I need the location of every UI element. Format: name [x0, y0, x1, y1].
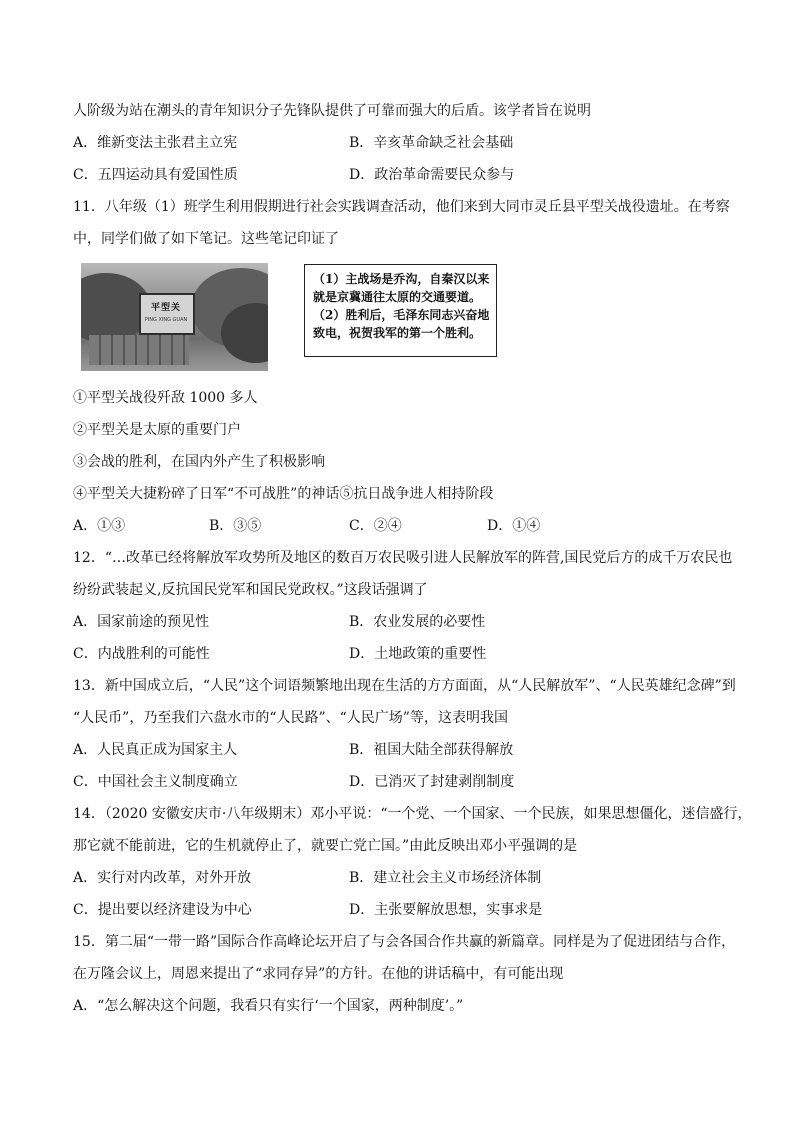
q14-option-c[interactable]: C．提出要以经济建设为中心: [73, 902, 252, 918]
question-15-stem: 15．第二届“一带一路”国际合作高峰论坛开启了与会各国合作共赢的新篇章。同样是为了促进团结与合作，: [73, 934, 736, 950]
q13-option-a[interactable]: A．人民真正成为国家主人: [73, 742, 238, 758]
q10-option-b[interactable]: B．辛亥革命缺乏社会基础: [349, 135, 514, 151]
q15-option-a[interactable]: A．“怎么解决这个问题，我看只有实行‘一个国家，两种制度’。”: [73, 998, 464, 1014]
question-15-stem-cont: 在万隆会议上，周恩来提出了“求同存异”的方针。在他的讲话稿中，有可能出现: [73, 966, 564, 982]
statement-2: ②平型关是太原的重要门户: [73, 422, 241, 438]
stone-wall: [89, 335, 189, 365]
q11-option-b[interactable]: B．③⑤: [209, 518, 262, 534]
q10-option-c[interactable]: C．五四运动具有爱国性质: [73, 167, 238, 183]
statement-4-5: ④平型关大捷粉碎了日军“不可战胜”的神话⑤抗日战争进人相持阶段: [73, 486, 494, 502]
q11-option-a[interactable]: A．①③: [73, 518, 126, 534]
note-line-2: 就是京冀通往太原的交通要道。: [313, 290, 482, 304]
question-14-stem-cont: 那它就不能前进，它的生机就停止了，就要亡党亡国。”由此反映出邓小平强调的是: [73, 838, 578, 854]
q12-option-a[interactable]: A．国家前途的预见性: [73, 614, 210, 630]
question-13-stem-cont: “人民币”，乃至我们六盘水市的“人民路”、“人民广场”等，这表明我国: [73, 710, 508, 726]
monument-gate: [139, 293, 195, 335]
question-11-stem-cont: 中，同学们做了如下笔记。这些笔记印证了: [73, 231, 339, 247]
monument-subtitle: PING XING GUAN: [144, 317, 188, 323]
note-line-1: （1）主战场是乔沟，自秦汉以来: [313, 272, 490, 286]
q13-option-b[interactable]: B．祖国大陆全部获得解放: [349, 742, 514, 758]
pingxingguan-photo: [81, 263, 268, 371]
question-14-stem: 14．（2020 安徽安庆市·八年级期末）邓小平说：“一个党、一个国家、一个民族，如果思想僵化，迷信盛行，: [73, 806, 752, 822]
q11-option-c[interactable]: C．②④: [349, 518, 402, 534]
q14-option-d[interactable]: D．主张要解放思想，实事求是: [349, 902, 543, 918]
q11-option-d[interactable]: D．①④: [487, 518, 541, 534]
question-12-stem: 12．“…改革已经将解放军攻势所及地区的数百万农民吸引进人民解放军的阵营,国民党后方的成千万农民也: [73, 550, 733, 566]
q14-option-a[interactable]: A．实行对内改革，对外开放: [73, 870, 252, 886]
q10-option-a[interactable]: A．维新变法主张君主立宪: [73, 135, 238, 151]
note-line-3: （2）胜利后，毛泽东同志兴奋地: [313, 308, 490, 322]
q12-option-b[interactable]: B．农业发展的必要性: [349, 614, 486, 630]
q10-option-d[interactable]: D．政治革命需要民众参与: [349, 167, 515, 183]
note-line-4: 致电，祝贺我军的第一个胜利。: [313, 326, 482, 340]
q13-option-c[interactable]: C．中国社会主义制度确立: [73, 774, 238, 790]
question-11-stem: 11．八年级（1）班学生利用假期进行社会实践调查活动，他们来到大同市灵丘县平型关战役遗址。在考察: [73, 199, 730, 215]
monument-title: 平型关: [150, 303, 181, 313]
question-12-stem-cont: 纷纷武装起义,反抗国民党军和国民党政权。”这段话强调了: [73, 582, 428, 598]
q12-option-d[interactable]: D．土地政策的重要性: [349, 646, 487, 662]
statement-3: ③会战的胜利，在国内外产生了积极影响: [73, 454, 325, 470]
question-10-stem-tail: 人阶级为站在潮头的青年知识分子先锋队提供了可靠而强大的后盾。该学者旨在说明: [73, 103, 591, 119]
q12-option-c[interactable]: C．内战胜利的可能性: [73, 646, 210, 662]
notes-box: [304, 264, 497, 357]
statement-1: ①平型关战役歼敌 1000 多人: [73, 390, 258, 406]
q14-option-b[interactable]: B．建立社会主义市场经济体制: [349, 870, 542, 886]
question-13-stem: 13．新中国成立后，“人民”这个词语频繁地出现在生活的方方面面，从“人民解放军”、“人民英雄纪念碑”到: [73, 678, 736, 694]
q13-option-d[interactable]: D．已消灭了封建剥削制度: [349, 774, 515, 790]
